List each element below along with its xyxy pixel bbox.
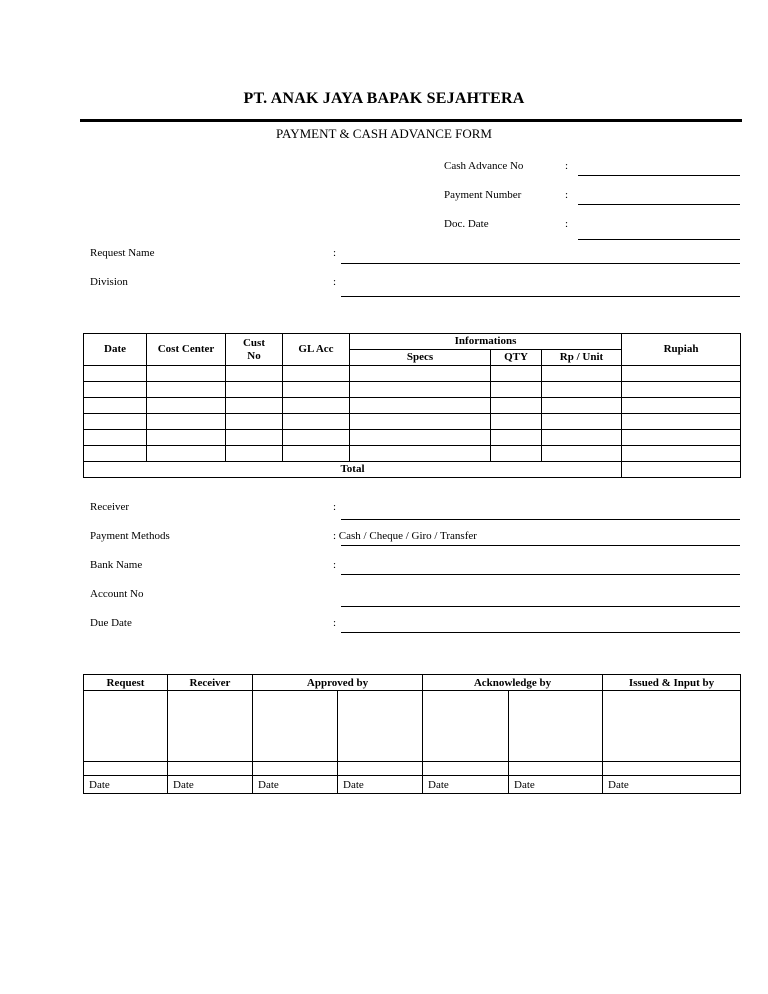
header-rule <box>80 119 742 122</box>
table-cell[interactable] <box>84 382 147 398</box>
table-cell[interactable] <box>147 398 226 414</box>
sig-date-cell[interactable]: Date <box>423 776 509 794</box>
division-colon: : <box>333 276 337 288</box>
table-cell[interactable] <box>147 414 226 430</box>
table-cell[interactable] <box>283 366 350 382</box>
table-cell[interactable] <box>226 366 283 382</box>
bank-name-field[interactable] <box>341 574 740 575</box>
receiver-colon: : <box>333 501 337 513</box>
name-cell[interactable] <box>84 762 168 776</box>
table-cell[interactable] <box>226 382 283 398</box>
table-cell[interactable] <box>283 446 350 462</box>
sig-date-cell[interactable]: Date <box>168 776 253 794</box>
due-date-label: Due Date <box>90 617 132 629</box>
cust-no-line2: No <box>247 349 261 362</box>
signature-box[interactable] <box>253 691 338 762</box>
payment-number-field[interactable] <box>578 204 740 205</box>
division-field[interactable] <box>341 296 740 297</box>
account-no-label: Account No <box>90 588 144 600</box>
table-cell[interactable] <box>350 398 491 414</box>
form-title: PAYMENT & CASH ADVANCE FORM <box>275 126 492 141</box>
sig-date-cell[interactable]: Date <box>84 776 168 794</box>
name-cell[interactable] <box>603 762 741 776</box>
sig-acknowledge-by-header: Acknowledge by <box>423 675 603 691</box>
table-cell[interactable] <box>226 430 283 446</box>
doc-date-label: Doc. Date <box>444 218 489 230</box>
col-cust-no-header <box>226 334 283 366</box>
signature-table <box>83 674 741 794</box>
receiver-label: Receiver <box>90 501 130 513</box>
payment-methods-options[interactable]: : Cash / Cheque / Giro / Transfer <box>333 530 477 542</box>
table-cell[interactable] <box>491 414 542 430</box>
doc-date-field[interactable] <box>578 239 740 240</box>
due-date-field[interactable] <box>341 632 740 633</box>
table-cell[interactable] <box>283 430 350 446</box>
table-cell[interactable] <box>350 414 491 430</box>
table-row <box>84 382 741 398</box>
table-cell[interactable] <box>350 366 491 382</box>
total-value-cell[interactable] <box>622 462 741 478</box>
cash-advance-no-colon: : <box>565 160 569 172</box>
col-rp-unit-header: Rp / Unit <box>542 350 622 366</box>
col-gl-acc-header: GL Acc <box>283 334 350 366</box>
col-cost-center-header: Cost Center <box>147 334 226 366</box>
total-label: Total <box>84 462 622 478</box>
bank-name-label: Bank Name <box>90 559 143 571</box>
table-cell[interactable] <box>84 398 147 414</box>
table-cell[interactable] <box>226 414 283 430</box>
table-cell[interactable] <box>622 366 741 382</box>
table-cell[interactable] <box>542 382 622 398</box>
table-cell[interactable] <box>147 382 226 398</box>
sig-request-header: Request <box>84 675 168 691</box>
sig-date-cell[interactable]: Date <box>603 776 741 794</box>
table-cell[interactable] <box>147 366 226 382</box>
payment-number-label: Payment Number <box>444 189 522 201</box>
items-table <box>83 333 741 478</box>
account-no-field[interactable] <box>341 606 740 607</box>
table-cell[interactable] <box>542 398 622 414</box>
table-cell[interactable] <box>84 366 147 382</box>
request-name-label: Request Name <box>90 247 155 259</box>
signature-box[interactable] <box>603 691 741 762</box>
table-cell[interactable] <box>491 382 542 398</box>
table-row <box>84 366 741 382</box>
cash-advance-no-field[interactable] <box>578 175 740 176</box>
col-date-header: Date <box>84 334 147 366</box>
name-cell[interactable] <box>168 762 253 776</box>
payment-methods-field[interactable] <box>341 545 740 546</box>
table-cell[interactable] <box>542 414 622 430</box>
sig-issued-input-by-header: Issued & Input by <box>603 675 741 691</box>
due-date-colon: : <box>333 617 337 629</box>
name-cell[interactable] <box>338 762 423 776</box>
table-row <box>84 414 741 430</box>
signature-box[interactable] <box>168 691 253 762</box>
table-cell[interactable] <box>147 430 226 446</box>
table-cell[interactable] <box>542 366 622 382</box>
name-cell[interactable] <box>423 762 509 776</box>
request-name-colon: : <box>333 247 337 259</box>
table-cell[interactable] <box>622 382 741 398</box>
table-cell[interactable] <box>350 430 491 446</box>
col-rupiah-header: Rupiah <box>622 334 741 366</box>
table-row <box>84 446 741 462</box>
table-row <box>84 430 741 446</box>
table-cell[interactable] <box>226 446 283 462</box>
table-cell[interactable] <box>491 446 542 462</box>
table-cell[interactable] <box>84 446 147 462</box>
table-cell[interactable] <box>622 430 741 446</box>
table-cell[interactable] <box>491 366 542 382</box>
table-cell[interactable] <box>622 446 741 462</box>
table-cell[interactable] <box>226 398 283 414</box>
signature-box[interactable] <box>338 691 423 762</box>
table-cell[interactable] <box>491 398 542 414</box>
total-row <box>84 462 741 478</box>
cash-advance-no-label: Cash Advance No <box>444 160 524 172</box>
signature-box[interactable] <box>423 691 509 762</box>
table-cell[interactable] <box>84 414 147 430</box>
doc-date-colon: : <box>565 218 569 230</box>
table-cell[interactable] <box>283 382 350 398</box>
sig-date-cell[interactable]: Date <box>509 776 603 794</box>
col-specs-header: Specs <box>350 350 491 366</box>
sig-date-cell[interactable]: Date <box>338 776 423 794</box>
payment-number-colon: : <box>565 189 569 201</box>
table-cell[interactable] <box>622 398 741 414</box>
table-cell[interactable] <box>622 414 741 430</box>
table-cell[interactable] <box>542 446 622 462</box>
table-cell[interactable] <box>350 446 491 462</box>
sig-date-cell[interactable]: Date <box>253 776 338 794</box>
name-cell[interactable] <box>509 762 603 776</box>
receiver-field[interactable] <box>341 519 740 520</box>
table-cell[interactable] <box>542 430 622 446</box>
col-qty-header: QTY <box>491 350 542 366</box>
cust-no-line1: Cust <box>242 336 265 349</box>
table-cell[interactable] <box>147 446 226 462</box>
bank-name-colon: : <box>333 559 337 571</box>
request-name-field[interactable] <box>341 263 740 264</box>
payment-methods-label: Payment Methods <box>90 530 170 542</box>
col-informations-header: Informations <box>350 334 622 350</box>
company-name: PT. ANAK JAYA BAPAK SEJAHTERA <box>243 90 525 107</box>
table-cell[interactable] <box>283 398 350 414</box>
sig-receiver-header: Receiver <box>168 675 253 691</box>
name-cell[interactable] <box>253 762 338 776</box>
table-cell[interactable] <box>283 414 350 430</box>
table-cell[interactable] <box>491 430 542 446</box>
table-cell[interactable] <box>350 382 491 398</box>
sig-approved-by-header: Approved by <box>253 675 423 691</box>
table-row <box>84 398 741 414</box>
table-cell[interactable] <box>84 430 147 446</box>
signature-box[interactable] <box>509 691 603 762</box>
division-label: Division <box>90 276 128 288</box>
signature-box[interactable] <box>84 691 168 762</box>
